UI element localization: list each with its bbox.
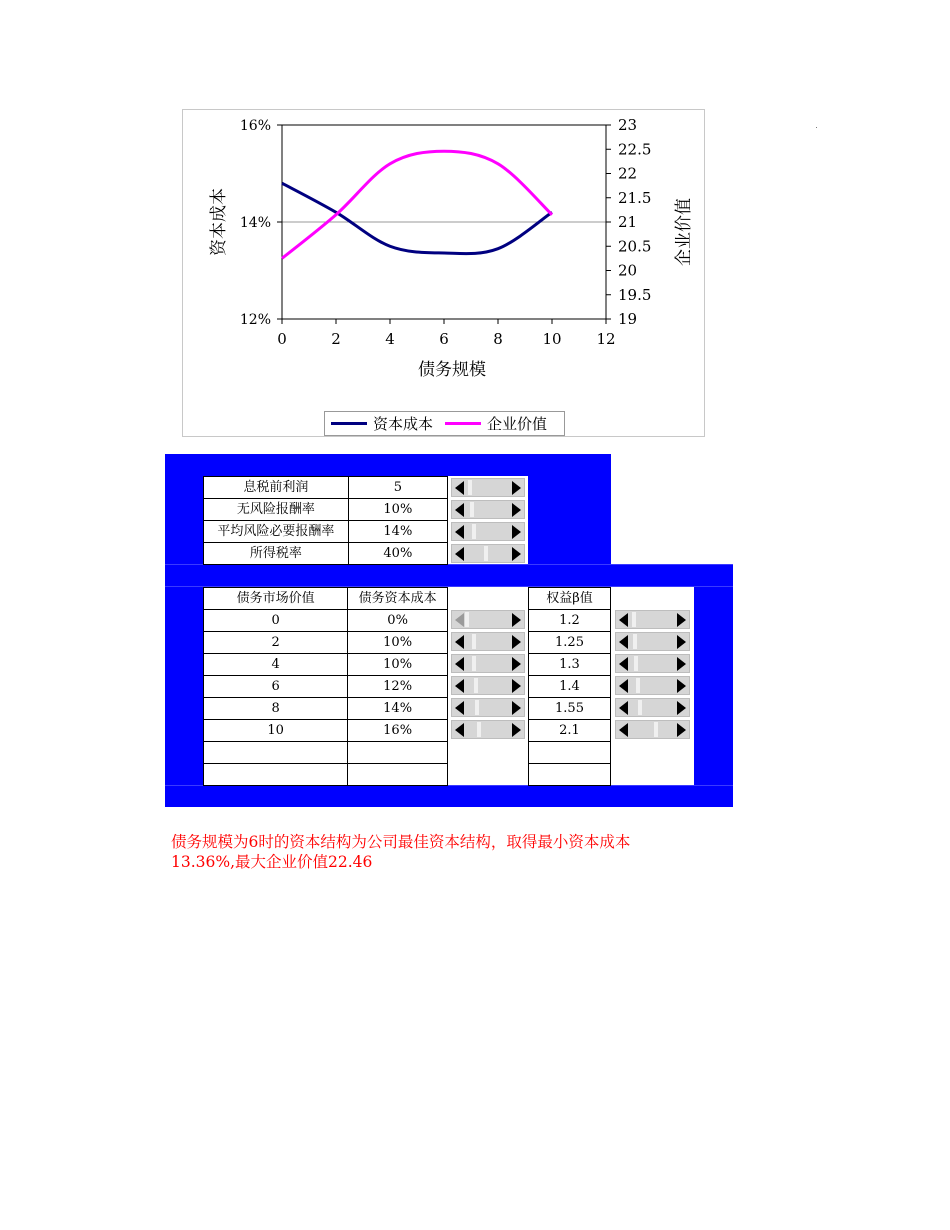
table-row	[204, 610, 448, 632]
debt-value[interactable]: 6	[204, 676, 348, 698]
scroll-left-arrow-icon[interactable]	[619, 679, 628, 693]
scroll-right-arrow-icon[interactable]	[512, 525, 521, 539]
scroll-left-arrow-icon[interactable]	[455, 679, 464, 693]
scroll-right-arrow-icon[interactable]	[512, 701, 521, 715]
y-left-tick-label: 16%	[239, 118, 271, 134]
table-row	[204, 720, 448, 742]
debt-cost[interactable]: 10%	[348, 632, 448, 654]
scroll-right-arrow-icon[interactable]	[512, 547, 521, 561]
table-row	[529, 610, 611, 632]
beta-scrollbar-1[interactable]	[615, 632, 690, 651]
x-tick-label: 12	[596, 330, 616, 348]
scroll-left-arrow-icon[interactable]	[455, 547, 464, 561]
y-right-tick-label: 19.5	[618, 285, 652, 304]
y-right-tick-label: 19	[618, 310, 638, 328]
debt-cost-scrollbar-0[interactable]	[451, 610, 525, 629]
y-left-axis-title: 资本成本	[209, 188, 229, 256]
debt-cost[interactable]: 12%	[348, 676, 448, 698]
input-parameter-table	[203, 476, 448, 565]
scroll-thumb[interactable]	[654, 722, 658, 737]
x-tick-label: 8	[493, 330, 503, 348]
debt-value[interactable]	[204, 742, 348, 764]
scroll-left-arrow-icon[interactable]	[455, 635, 464, 649]
param-value[interactable]: 5	[348, 477, 447, 499]
scroll-right-arrow-icon[interactable]	[512, 481, 521, 495]
table-header-row	[529, 588, 611, 610]
x-tick-label: 0	[277, 330, 287, 348]
scroll-thumb[interactable]	[472, 524, 476, 539]
debt-table	[203, 587, 448, 786]
scroll-right-arrow-icon[interactable]	[512, 679, 521, 693]
column-header: 债务资本成本	[348, 588, 448, 610]
beta-value[interactable]: 1.2	[529, 610, 611, 632]
beta-scrollbar-3[interactable]	[615, 676, 690, 695]
y-left-tick-label: 12%	[239, 312, 271, 328]
scroll-left-arrow-icon[interactable]	[455, 723, 464, 737]
scroll-left-arrow-icon[interactable]	[455, 481, 464, 495]
scroll-right-arrow-icon[interactable]	[677, 701, 686, 715]
debt-value[interactable]	[204, 764, 348, 786]
scroll-thumb[interactable]	[470, 502, 474, 517]
x-tick-label: 4	[385, 330, 395, 348]
scroll-left-arrow-icon[interactable]	[619, 635, 628, 649]
scroll-thumb[interactable]	[468, 480, 472, 495]
scroll-right-arrow-icon[interactable]	[677, 613, 686, 627]
beta-value[interactable]: 1.25	[529, 632, 611, 654]
table-row	[204, 477, 448, 499]
debt-value[interactable]: 10	[204, 720, 348, 742]
param-value[interactable]: 40%	[348, 543, 447, 565]
scroll-right-arrow-icon[interactable]	[512, 635, 521, 649]
table-row	[204, 698, 448, 720]
table-row	[204, 543, 448, 565]
legend-swatch-cost	[331, 422, 367, 425]
beta-scrollbar-5[interactable]	[615, 720, 690, 739]
scroll-right-arrow-icon[interactable]	[677, 679, 686, 693]
param-label: 平均风险必要报酬率	[204, 521, 349, 543]
table-row	[204, 742, 448, 764]
table-row	[204, 632, 448, 654]
y-right-tick-label: 20	[618, 261, 638, 280]
scroll-thumb[interactable]	[472, 656, 476, 671]
legend-swatch-value	[445, 422, 481, 425]
y-right-axis-title: 企业价值	[674, 198, 694, 266]
debt-value[interactable]: 8	[204, 698, 348, 720]
debt-value[interactable]: 2	[204, 632, 348, 654]
conclusion-note	[171, 832, 771, 872]
table-row	[204, 676, 448, 698]
beta-value[interactable]: 1.4	[529, 676, 611, 698]
table-row	[204, 654, 448, 676]
table-header-row	[204, 588, 448, 610]
scroll-thumb[interactable]	[638, 700, 642, 715]
scroll-thumb[interactable]	[634, 656, 638, 671]
table-row	[204, 521, 448, 543]
stray-dot	[816, 127, 817, 128]
table-row	[529, 698, 611, 720]
legend-item-cost	[331, 413, 433, 434]
conclusion-line-2: 13.36%,最大企业价值22.46	[171, 853, 373, 871]
beta-table	[528, 587, 611, 786]
x-axis-title: 债务规模	[418, 360, 486, 380]
scroll-thumb[interactable]	[474, 678, 478, 693]
beta-value[interactable]: 1.55	[529, 698, 611, 720]
debt-cost[interactable]: 16%	[348, 720, 448, 742]
debt-cost[interactable]: 14%	[348, 698, 448, 720]
param-label: 息税前利润	[204, 477, 349, 499]
scroll-left-arrow-icon[interactable]	[455, 503, 464, 517]
beta-value[interactable]: 2.1	[529, 720, 611, 742]
scroll-thumb[interactable]	[636, 678, 640, 693]
beta-scrollbar-2[interactable]	[615, 654, 690, 673]
scroll-left-arrow-icon[interactable]	[619, 657, 628, 671]
debt-value[interactable]: 0	[204, 610, 348, 632]
scroll-right-arrow-icon[interactable]	[677, 723, 686, 737]
scroll-thumb[interactable]	[477, 722, 481, 737]
scroll-left-arrow-icon[interactable]	[455, 657, 464, 671]
y-right-tick-label: 23	[618, 116, 638, 134]
market-return-scrollbar[interactable]	[451, 522, 525, 541]
scroll-right-arrow-icon[interactable]	[512, 723, 521, 737]
debt-cost[interactable]: 10%	[348, 654, 448, 676]
debt-cost-scrollbar-4[interactable]	[451, 698, 525, 717]
tax-rate-scrollbar[interactable]	[451, 544, 525, 563]
legend-label-cost: 资本成本	[373, 415, 434, 433]
legend-label-value: 企业价值	[487, 415, 548, 433]
scroll-thumb[interactable]	[632, 612, 636, 627]
debt-cost[interactable]	[348, 742, 448, 764]
table-row	[204, 764, 448, 786]
risk-free-rate-scrollbar[interactable]	[451, 500, 525, 519]
debt-cost-scrollbar-3[interactable]	[451, 676, 525, 695]
table-row	[529, 676, 611, 698]
debt-cost-scrollbar-1[interactable]	[451, 632, 525, 651]
beta-scrollbar-4[interactable]	[615, 698, 690, 717]
y-left-tick-label: 14%	[239, 215, 271, 231]
scroll-right-arrow-icon[interactable]	[512, 503, 521, 517]
param-label: 无风险报酬率	[204, 499, 349, 521]
y-right-tick-label: 22	[618, 164, 638, 183]
table-row	[529, 632, 611, 654]
conclusion-line-1: 债务规模为6时的资本结构为公司最佳资本结构，取得最小资本成本	[171, 833, 631, 851]
legend-item-value	[445, 413, 547, 434]
scroll-right-arrow-icon[interactable]	[677, 635, 686, 649]
scroll-left-arrow-icon[interactable]	[619, 701, 628, 715]
table-row	[529, 654, 611, 676]
table-row	[529, 742, 611, 764]
table-row	[529, 764, 611, 786]
y-right-tick-label: 22.5	[618, 140, 652, 159]
y-right-tick-label: 20.5	[618, 237, 652, 256]
scroll-left-arrow-icon[interactable]	[619, 613, 628, 627]
debt-cost[interactable]: 0%	[348, 610, 448, 632]
scroll-left-arrow-icon[interactable]	[619, 723, 628, 737]
x-tick-label: 6	[439, 330, 449, 348]
x-tick-label: 10	[542, 330, 562, 348]
debt-cost-scrollbar-5[interactable]	[451, 720, 525, 739]
chart-legend	[324, 411, 565, 436]
scroll-right-arrow-icon[interactable]	[512, 613, 521, 627]
scroll-left-arrow-icon[interactable]	[455, 613, 464, 627]
scroll-thumb[interactable]	[465, 612, 469, 627]
y-right-tick-label: 21.5	[618, 188, 652, 207]
param-label: 所得税率	[204, 543, 349, 565]
param-value[interactable]: 14%	[348, 521, 447, 543]
scroll-thumb[interactable]	[475, 700, 479, 715]
scroll-left-arrow-icon[interactable]	[455, 525, 464, 539]
param-value[interactable]: 10%	[348, 499, 447, 521]
scroll-thumb[interactable]	[484, 546, 488, 561]
beta-value[interactable]: 1.3	[529, 654, 611, 676]
debt-value[interactable]: 4	[204, 654, 348, 676]
ebit-scrollbar[interactable]	[451, 478, 525, 497]
scroll-thumb[interactable]	[472, 634, 476, 649]
column-header: 债务市场价值	[204, 588, 348, 610]
scroll-right-arrow-icon[interactable]	[512, 657, 521, 671]
beta-value[interactable]	[529, 742, 611, 764]
scroll-right-arrow-icon[interactable]	[677, 657, 686, 671]
debt-cost[interactable]	[348, 764, 448, 786]
table-row	[204, 499, 448, 521]
capital-structure-chart	[0, 0, 950, 450]
table-row	[529, 720, 611, 742]
scroll-left-arrow-icon[interactable]	[455, 701, 464, 715]
beta-value[interactable]	[529, 764, 611, 786]
column-header: 权益β值	[529, 588, 611, 610]
x-tick-label: 2	[331, 330, 341, 348]
scroll-thumb[interactable]	[633, 634, 637, 649]
beta-scrollbar-0[interactable]	[615, 610, 690, 629]
y-right-tick-label: 21	[618, 213, 638, 231]
debt-cost-scrollbar-2[interactable]	[451, 654, 525, 673]
series-line-0	[282, 183, 552, 253]
